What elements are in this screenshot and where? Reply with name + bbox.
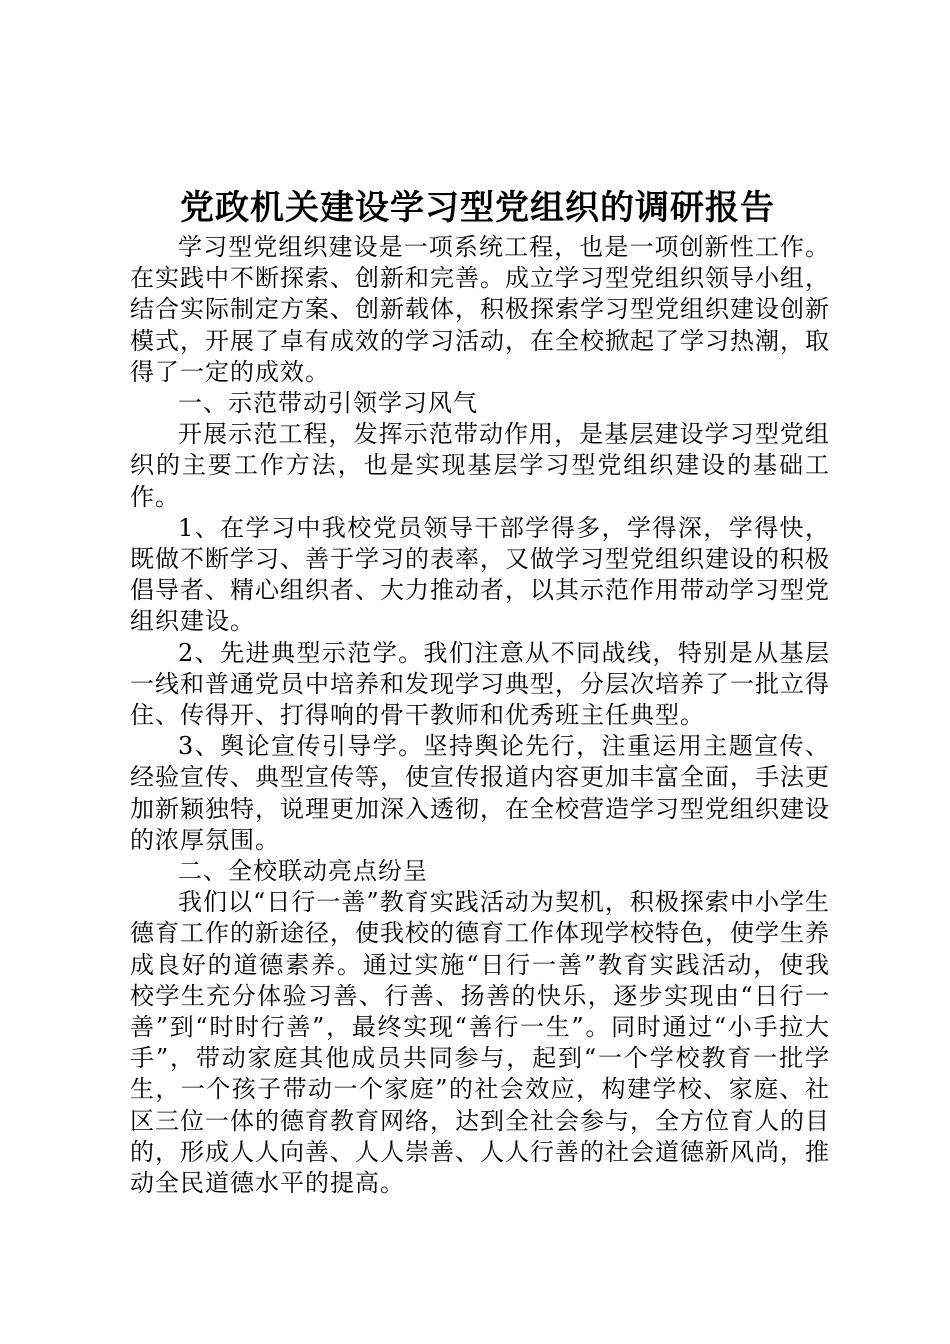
list-item-3: 3、舆论宣传引导学。坚持舆论先行，注重运用主题宣传、经验宣传、典型宣传等，使宣传报道内容更加丰富全面，手法更加新颖独特，说理更加深入透彻，在全校营造学习型党组织建设的浓厚氛围。 xyxy=(130,732,830,854)
list-item-1: 1、在学习中我校党员领导干部学得多，学得深，学得快，既做不断学习、善于学习的表率，又做学习型党组织建设的积极倡导者、精心组织者、大力推动者，以其示范作用带动学习型党组织建设。 xyxy=(130,513,830,636)
list-item-2: 2、先进典型示范学。我们注意从不同战线，特别是从基层一线和普通党员中培养和发现学习典型，分层次培养了一批立得住、传得开、打得响的骨干教师和优秀班主任典型。 xyxy=(130,638,830,730)
document-title: 党政机关建设学习型党组织的调研报告 xyxy=(180,188,775,228)
section-2-paragraph: 我们以“日行一善”教育实践活动为契机，积极探索中小学生德育工作的新途径，使我校的德育工作体现学校特色，使学生养成良好的道德素养。通过实施“日行一善”教育实践活动，使我校学生充分体验习善、行善、扬善的快乐，逐步实现由“日行一善”到“时时行善”，最终实现“善行一生”。同时通过“小手拉大手”，带动家庭其他成员共同参与，起到“一个学校教育一批学生，一个孩子带动一个家庭”的社会效应，构建学校、家庭、社区三位一体的德育教育网络，达到全社会参与，全方位育人的目的，形成人人向善、人人崇善、人人行善的社会道德新风尚，推动全民道德水平的提高。 xyxy=(130,888,830,1198)
section-1-paragraph: 开展示范工程，发挥示范带动作用，是基层建设学习型党组织的主要工作方法，也是实现基层学习型党组织建设的基础工作。 xyxy=(130,420,830,511)
section-heading-1: 一、示范带动引领学习风气 xyxy=(178,389,478,418)
section-heading-2: 二、全校联动亮点纷呈 xyxy=(178,857,428,886)
document-body xyxy=(130,232,830,1199)
intro-paragraph: 学习型党组织建设是一项系统工程，也是一项创新性工作。在实践中不断探索、创新和完善。成立学习型党组织领导小组，结合实际制定方案、创新载体，积极探索学习型党组织建设创新模式，开展了卓有成效的学习活动，在全校掀起了学习热潮，取得了一定的成效。 xyxy=(130,233,830,386)
